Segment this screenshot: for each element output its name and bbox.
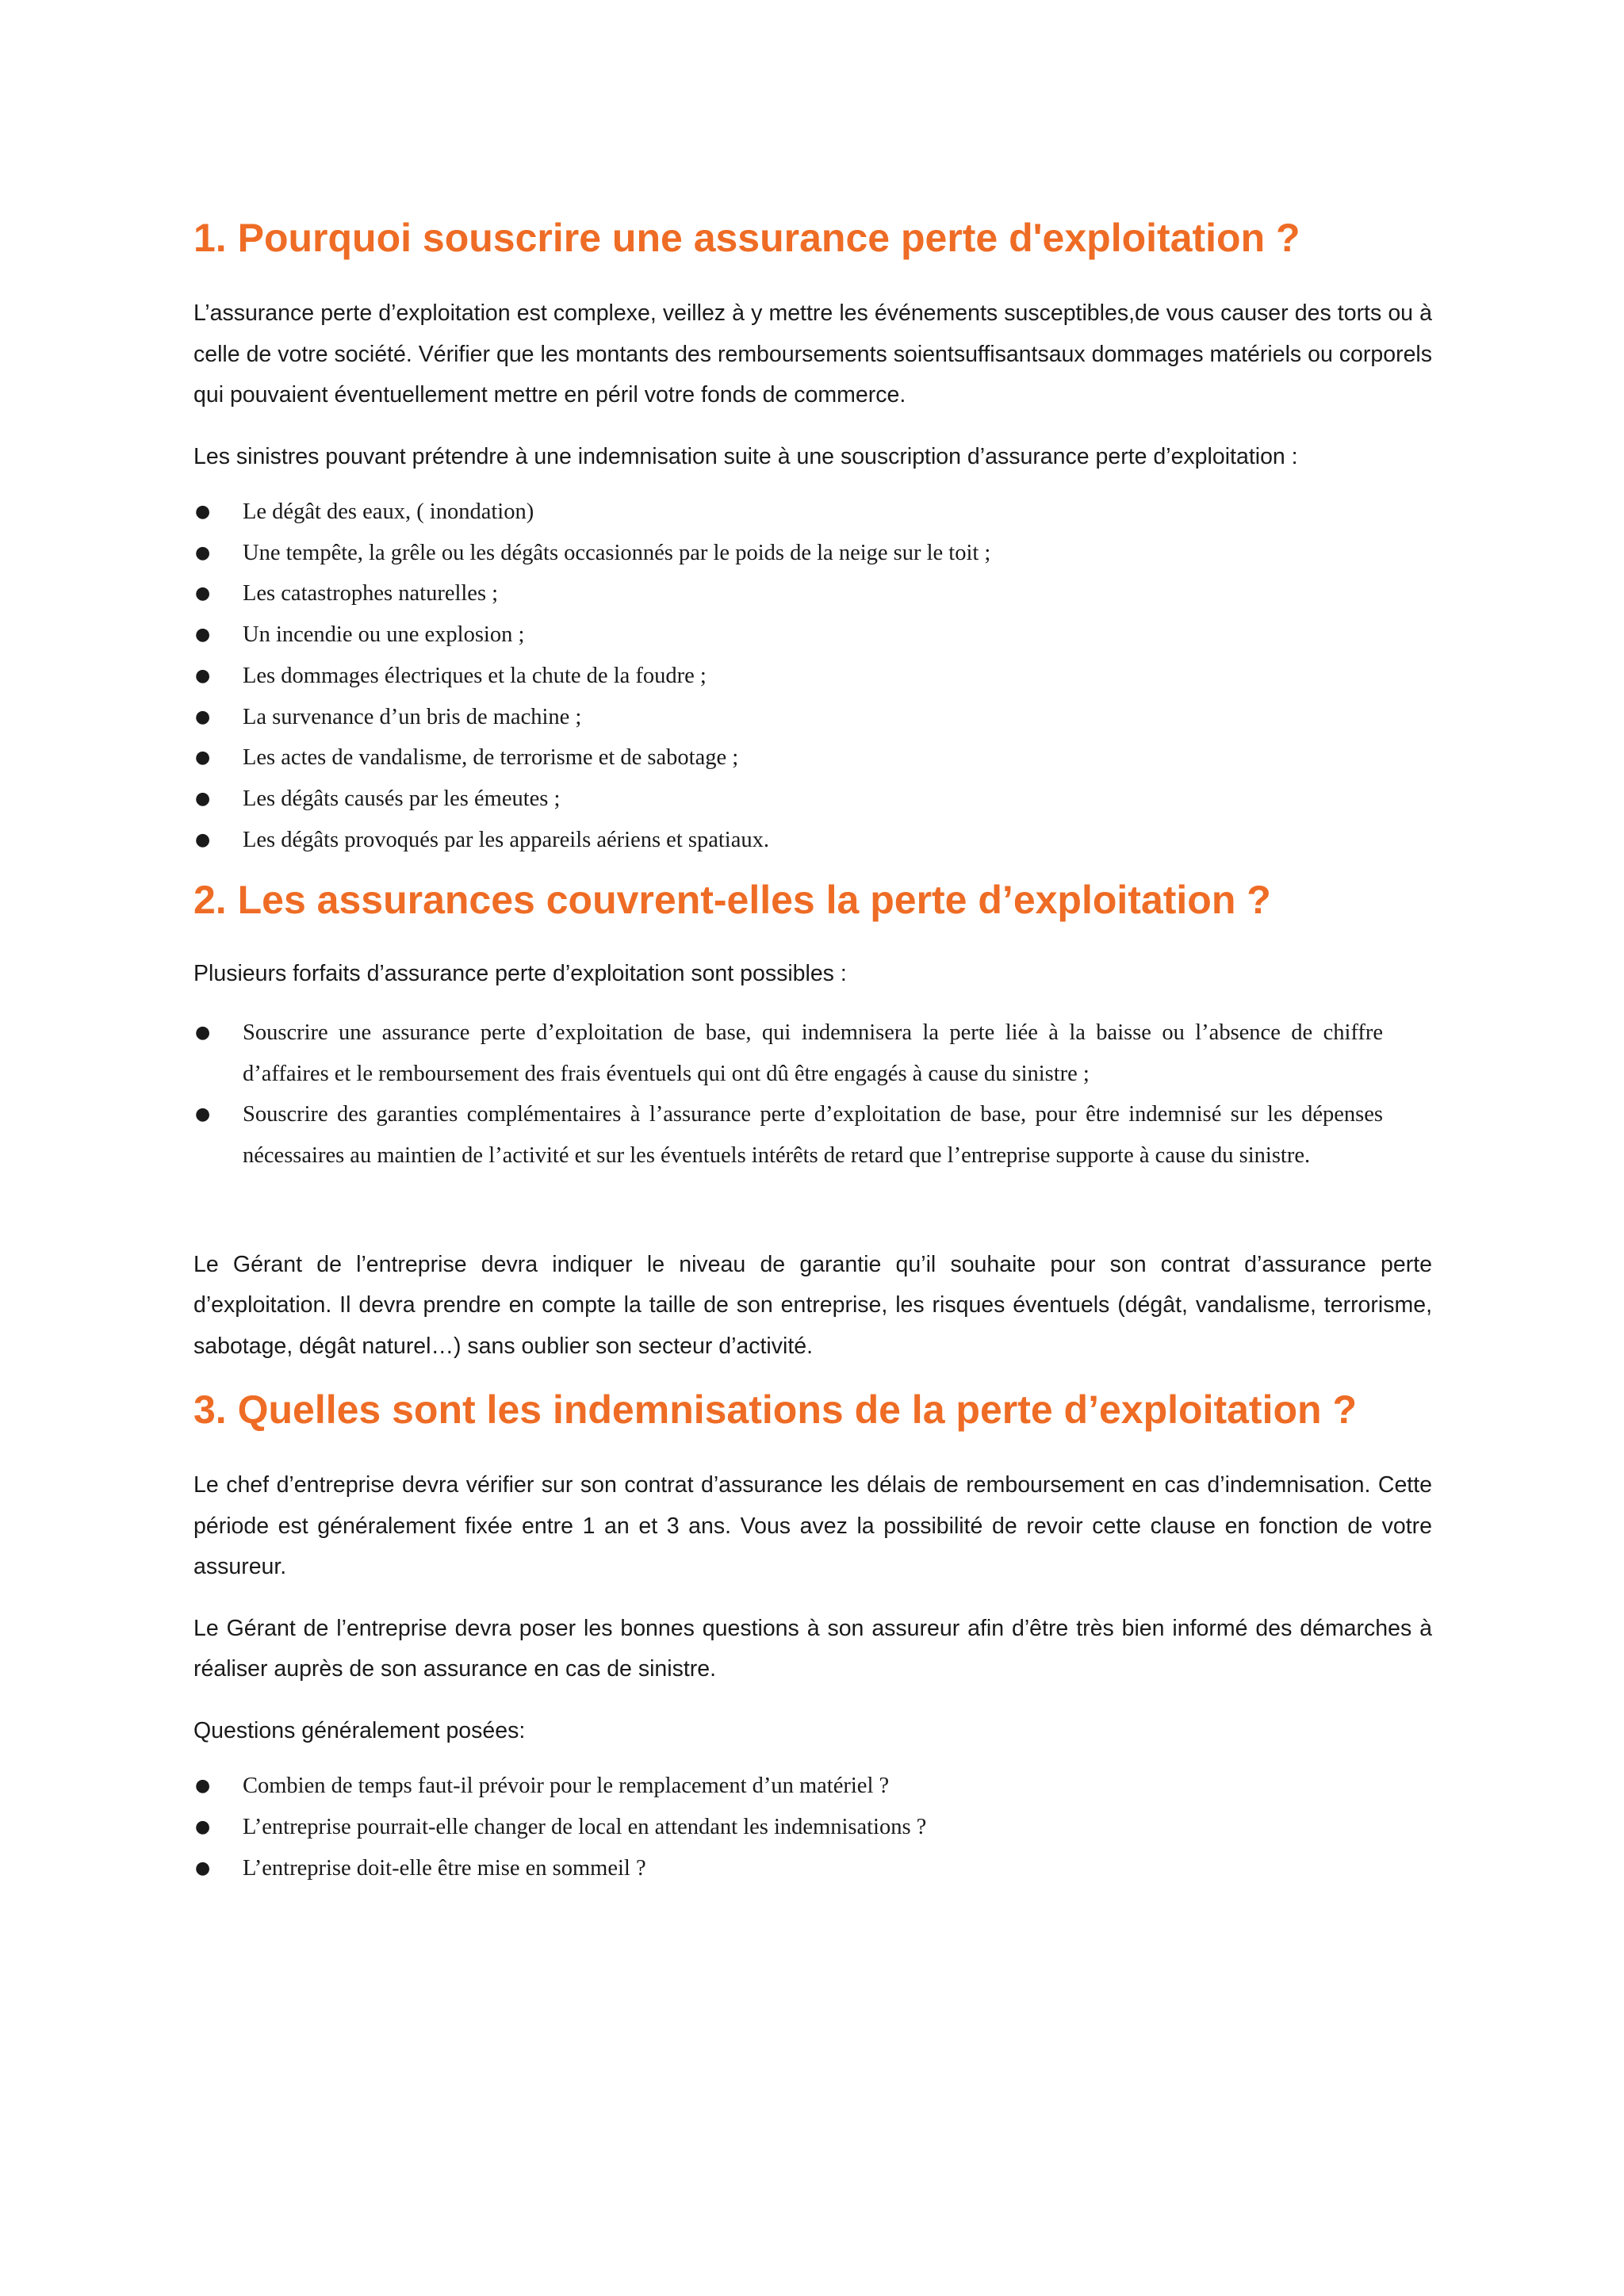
list-item: ● L’entreprise doit-elle être mise en sommeil ?: [193, 1848, 1399, 1889]
list-item: ● Souscrire une assurance perte d’exploitation de base, qui indemnisera la perte liée à la baisse ou l’absence de chiffre d’affaires et le remboursement des frais éventuels qui ont dû être engagés à cause du sinistre ;: [193, 1012, 1383, 1094]
list-item: ● L’entreprise pourrait-elle changer de local en attendant les indemnisations ?: [193, 1807, 1399, 1848]
list-item: ● Les dégâts causés par les émeutes ;: [193, 779, 1399, 820]
section-1-list: [193, 492, 1399, 860]
section-3-paragraph-2: Le Gérant de l’entreprise devra poser les bonnes questions à son assureur afin d’être très bien informé des démarches à réaliser auprès de son assurance en cas de sinistre.: [193, 1615, 1432, 1682]
section-2-list: [193, 1012, 1383, 1177]
bullet-icon: ●: [195, 542, 211, 563]
section-2-paragraph-2: Le Gérant de l’entreprise devra indiquer le niveau de garantie qu’il souhaite pour son contrat d’assurance perte d’exploitation. Il devra prendre en compte la taille de son entreprise, les risques éventuels (dégât, vandalisme, terrorisme, sabotage, dégât naturel…) sans oublier son secteur d’activité.: [193, 1251, 1432, 1359]
document-page: [193, 214, 1432, 1888]
list-item: ● La survenance d’un bris de machine ;: [193, 697, 1399, 738]
bullet-icon: ●: [195, 1776, 211, 1797]
section-3-list: [193, 1766, 1399, 1888]
list-item: ● Les dégâts provoqués par les appareils aériens et spatiaux.: [193, 820, 1399, 861]
bullet-icon: ●: [195, 665, 211, 686]
section-2-heading: 2. Les assurances couvrent-elles la perte d’exploitation ?: [193, 878, 1271, 923]
bullet-icon: ●: [195, 748, 211, 768]
section-1-heading: 1. Pourquoi souscrire une assurance perte d'exploitation ?: [193, 216, 1300, 260]
bullet-icon: ●: [195, 625, 211, 645]
list-item: ● Combien de temps faut-il prévoir pour le remplacement d’un matériel ?: [193, 1766, 1399, 1807]
bullet-icon: ●: [195, 1858, 211, 1878]
section-2-paragraph-1: Plusieurs forfaits d’assurance perte d’exploitation sont possibles :: [193, 961, 847, 987]
bullet-icon: ●: [195, 829, 211, 850]
list-item: ● Un incendie ou une explosion ;: [193, 614, 1399, 656]
section-3-paragraph-1: Le chef d’entreprise devra vérifier sur son contrat d’assurance les délais de remboursement en cas d’indemnisation. Cette période est généralement fixée entre 1 an et 3 ans. Vous avez la possibilité de revoir cette clause en fonction de votre assureur.: [193, 1472, 1432, 1580]
list-item: ● Souscrire des garanties complémentaires à l’assurance perte d’exploitation de base, pour être indemnisé sur les dépenses nécessaires au maintien de l’activité et sur les éventuels intérêts de retard que l’entreprise supporte à cause du sinistre.: [193, 1094, 1383, 1176]
bullet-icon: ●: [195, 1104, 211, 1125]
list-item: ● Une tempête, la grêle ou les dégâts occasionnés par le poids de la neige sur le toit ;: [193, 533, 1399, 574]
bullet-icon: ●: [195, 788, 211, 809]
list-item: ● Le dégât des eaux, ( inondation): [193, 492, 1399, 533]
bullet-icon: ●: [195, 1022, 211, 1043]
list-item: ● Les dommages électriques et la chute de la foudre ;: [193, 656, 1399, 697]
bullet-icon: ●: [195, 706, 211, 727]
section-3-paragraph-3: Questions généralement posées:: [193, 1717, 526, 1743]
section-1-paragraph-2: Les sinistres pouvant prétendre à une indemnisation suite à une souscription d’assurance perte d’exploitation :: [193, 443, 1298, 469]
bullet-icon: ●: [195, 502, 211, 522]
bullet-icon: ●: [195, 1816, 211, 1837]
list-item: ● Les actes de vandalisme, de terrorisme et de sabotage ;: [193, 737, 1399, 779]
bullet-icon: ●: [195, 584, 211, 604]
section-3-heading: 3. Quelles sont les indemnisations de la perte d’exploitation ?: [193, 1387, 1357, 1433]
section-1-paragraph-1: L’assurance perte d’exploitation est complexe, veillez à y mettre les événements susceptibles,de vous causer des torts ou à celle de votre société. Vérifier que les montants des remboursements soientsuffisantsaux dommages matériels ou corporels qui pouvaient éventuellement mettre en péril votre fonds de commerce.: [193, 300, 1432, 408]
list-item: ● Les catastrophes naturelles ;: [193, 573, 1399, 614]
